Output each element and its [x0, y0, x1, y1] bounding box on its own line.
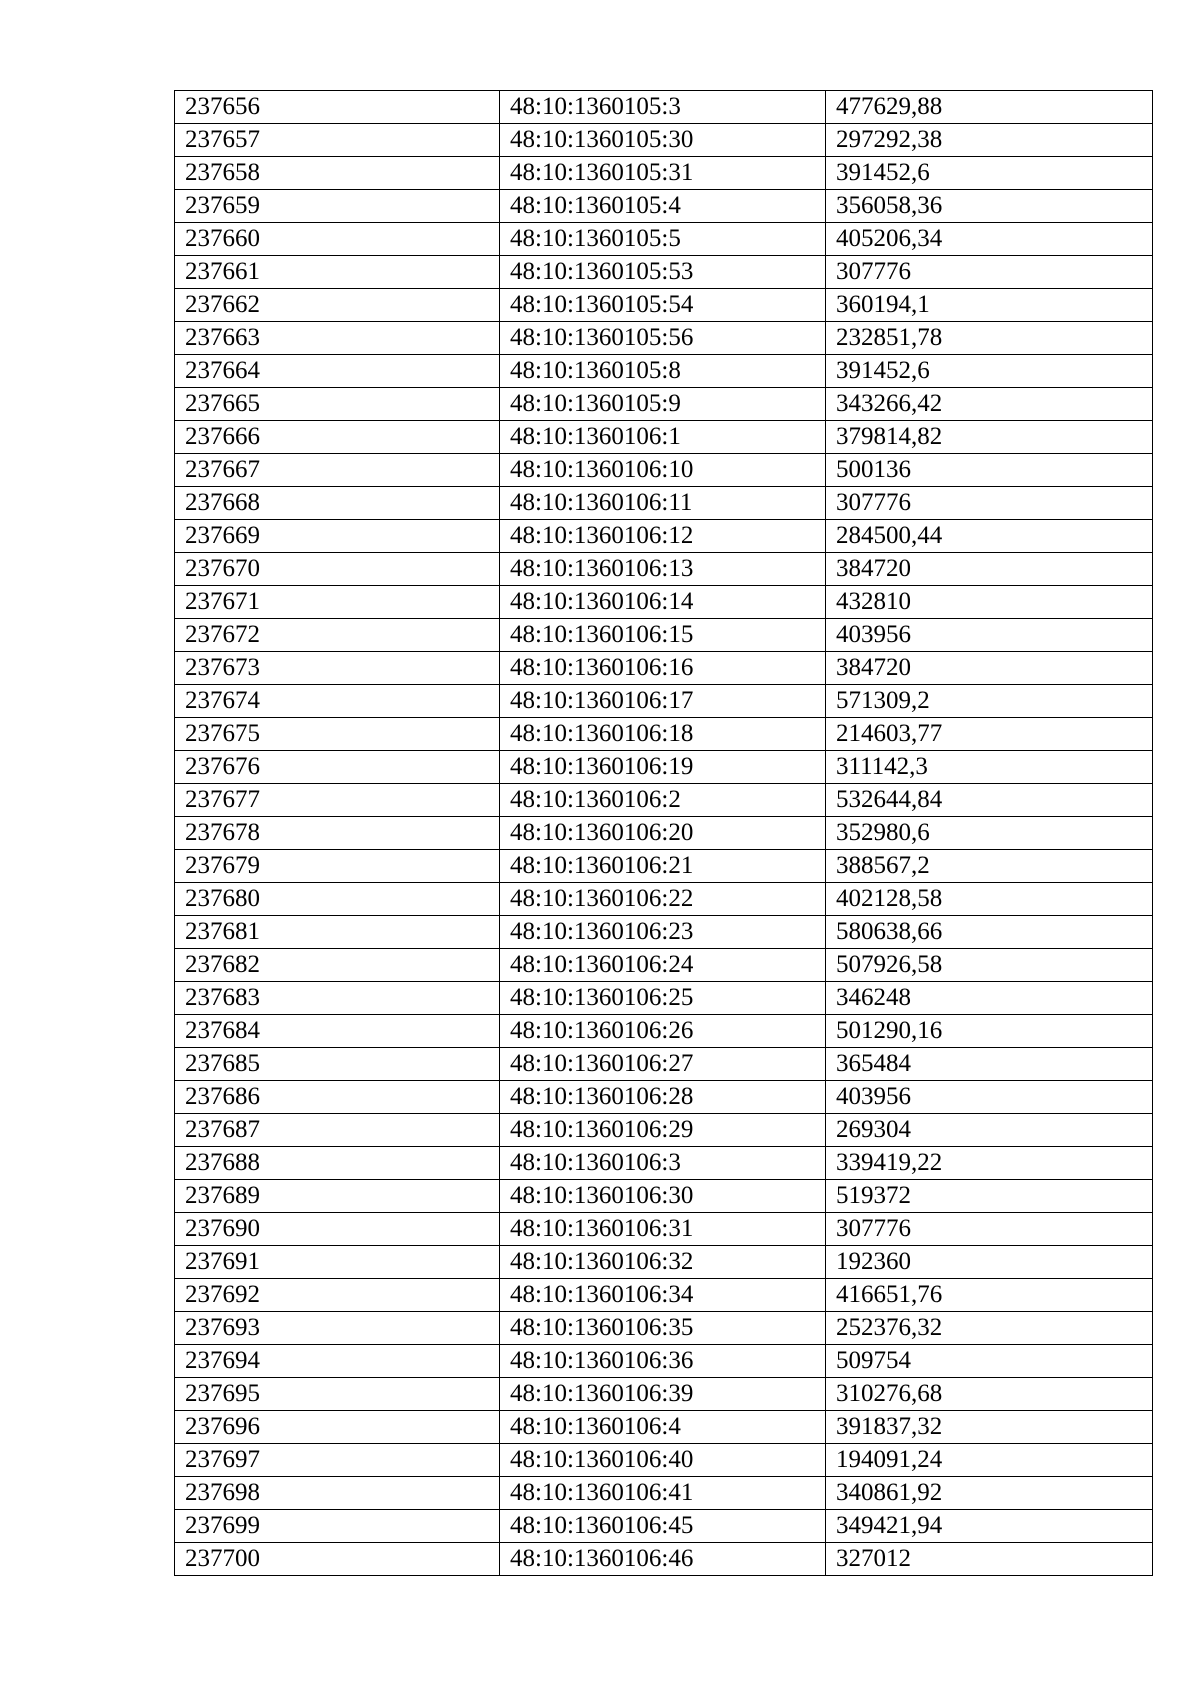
value-cell: 507926,58 [826, 949, 1153, 982]
row-number-cell: 237683 [175, 982, 500, 1015]
row-number-cell: 237676 [175, 751, 500, 784]
row-number-cell: 237659 [175, 190, 500, 223]
table-row [175, 1114, 1153, 1147]
value-cell: 519372 [826, 1180, 1153, 1213]
cadastral-number-cell: 48:10:1360105:3 [500, 91, 826, 124]
row-number-cell: 237660 [175, 223, 500, 256]
table-row [175, 487, 1153, 520]
cadastral-number-cell: 48:10:1360105:31 [500, 157, 826, 190]
value-cell: 252376,32 [826, 1312, 1153, 1345]
table-row [175, 1378, 1153, 1411]
row-number-cell: 237679 [175, 850, 500, 883]
value-cell: 402128,58 [826, 883, 1153, 916]
cadastral-number-cell: 48:10:1360106:30 [500, 1180, 826, 1213]
row-number-cell: 237666 [175, 421, 500, 454]
cadastral-number-cell: 48:10:1360106:17 [500, 685, 826, 718]
table-row [175, 1543, 1153, 1576]
row-number-cell: 237689 [175, 1180, 500, 1213]
table-row [175, 751, 1153, 784]
value-cell: 388567,2 [826, 850, 1153, 883]
table-row [175, 91, 1153, 124]
table-row [175, 949, 1153, 982]
value-cell: 307776 [826, 487, 1153, 520]
cadastral-number-cell: 48:10:1360105:8 [500, 355, 826, 388]
value-cell: 477629,88 [826, 91, 1153, 124]
row-number-cell: 237692 [175, 1279, 500, 1312]
table-row [175, 223, 1153, 256]
table-row [175, 586, 1153, 619]
value-cell: 384720 [826, 652, 1153, 685]
row-number-cell: 237681 [175, 916, 500, 949]
value-cell: 284500,44 [826, 520, 1153, 553]
cadastral-number-cell: 48:10:1360105:4 [500, 190, 826, 223]
table-row [175, 1279, 1153, 1312]
value-cell: 571309,2 [826, 685, 1153, 718]
cadastral-number-cell: 48:10:1360106:16 [500, 652, 826, 685]
value-cell: 356058,36 [826, 190, 1153, 223]
value-cell: 269304 [826, 1114, 1153, 1147]
row-number-cell: 237687 [175, 1114, 500, 1147]
table-row [175, 1444, 1153, 1477]
row-number-cell: 237697 [175, 1444, 500, 1477]
cadastral-number-cell: 48:10:1360106:29 [500, 1114, 826, 1147]
table-row [175, 1312, 1153, 1345]
cadastral-number-cell: 48:10:1360106:18 [500, 718, 826, 751]
cadastral-number-cell: 48:10:1360105:54 [500, 289, 826, 322]
row-number-cell: 237673 [175, 652, 500, 685]
table-row [175, 1147, 1153, 1180]
row-number-cell: 237685 [175, 1048, 500, 1081]
table-row [175, 190, 1153, 223]
row-number-cell: 237667 [175, 454, 500, 487]
row-number-cell: 237672 [175, 619, 500, 652]
row-number-cell: 237675 [175, 718, 500, 751]
row-number-cell: 237671 [175, 586, 500, 619]
row-number-cell: 237670 [175, 553, 500, 586]
row-number-cell: 237677 [175, 784, 500, 817]
table-row [175, 916, 1153, 949]
cadastral-number-cell: 48:10:1360106:34 [500, 1279, 826, 1312]
table-row [175, 982, 1153, 1015]
row-number-cell: 237693 [175, 1312, 500, 1345]
table-row [175, 850, 1153, 883]
cadastral-number-cell: 48:10:1360106:21 [500, 850, 826, 883]
table-row [175, 1510, 1153, 1543]
table-row [175, 1213, 1153, 1246]
row-number-cell: 237682 [175, 949, 500, 982]
value-cell: 192360 [826, 1246, 1153, 1279]
table-row [175, 817, 1153, 850]
table-row [175, 685, 1153, 718]
cadastral-number-cell: 48:10:1360106:36 [500, 1345, 826, 1378]
value-cell: 391837,32 [826, 1411, 1153, 1444]
table-row [175, 1477, 1153, 1510]
row-number-cell: 237664 [175, 355, 500, 388]
table-row [175, 1180, 1153, 1213]
value-cell: 307776 [826, 1213, 1153, 1246]
row-number-cell: 237698 [175, 1477, 500, 1510]
value-cell: 580638,66 [826, 916, 1153, 949]
value-cell: 509754 [826, 1345, 1153, 1378]
cadastral-number-cell: 48:10:1360106:20 [500, 817, 826, 850]
cadastral-number-cell: 48:10:1360106:35 [500, 1312, 826, 1345]
cadastral-number-cell: 48:10:1360105:53 [500, 256, 826, 289]
row-number-cell: 237662 [175, 289, 500, 322]
table-row [175, 784, 1153, 817]
table-row [175, 1411, 1153, 1444]
row-number-cell: 237700 [175, 1543, 500, 1576]
value-cell: 232851,78 [826, 322, 1153, 355]
cadastral-number-cell: 48:10:1360106:23 [500, 916, 826, 949]
value-cell: 403956 [826, 1081, 1153, 1114]
value-cell: 432810 [826, 586, 1153, 619]
cadastral-number-cell: 48:10:1360106:22 [500, 883, 826, 916]
table-row [175, 1246, 1153, 1279]
value-cell: 352980,6 [826, 817, 1153, 850]
row-number-cell: 237694 [175, 1345, 500, 1378]
cadastral-number-cell: 48:10:1360105:30 [500, 124, 826, 157]
table-row [175, 652, 1153, 685]
value-cell: 403956 [826, 619, 1153, 652]
row-number-cell: 237678 [175, 817, 500, 850]
cadastral-number-cell: 48:10:1360106:27 [500, 1048, 826, 1081]
cadastral-number-cell: 48:10:1360106:11 [500, 487, 826, 520]
row-number-cell: 237680 [175, 883, 500, 916]
cadastral-number-cell: 48:10:1360106:25 [500, 982, 826, 1015]
table-row [175, 520, 1153, 553]
row-number-cell: 237696 [175, 1411, 500, 1444]
table-row [175, 718, 1153, 751]
cadastral-number-cell: 48:10:1360106:24 [500, 949, 826, 982]
table-row [175, 883, 1153, 916]
table-row [175, 454, 1153, 487]
cadastral-number-cell: 48:10:1360106:2 [500, 784, 826, 817]
table-row [175, 256, 1153, 289]
cadastral-number-cell: 48:10:1360106:39 [500, 1378, 826, 1411]
value-cell: 327012 [826, 1543, 1153, 1576]
cadastral-number-cell: 48:10:1360106:41 [500, 1477, 826, 1510]
row-number-cell: 237661 [175, 256, 500, 289]
value-cell: 339419,22 [826, 1147, 1153, 1180]
value-cell: 379814,82 [826, 421, 1153, 454]
cadastral-number-cell: 48:10:1360106:1 [500, 421, 826, 454]
value-cell: 405206,34 [826, 223, 1153, 256]
value-cell: 416651,76 [826, 1279, 1153, 1312]
cadastral-number-cell: 48:10:1360106:45 [500, 1510, 826, 1543]
row-number-cell: 237658 [175, 157, 500, 190]
value-cell: 346248 [826, 982, 1153, 1015]
table-row [175, 1081, 1153, 1114]
cadastral-number-cell: 48:10:1360106:3 [500, 1147, 826, 1180]
row-number-cell: 237663 [175, 322, 500, 355]
row-number-cell: 237691 [175, 1246, 500, 1279]
row-number-cell: 237657 [175, 124, 500, 157]
table-row [175, 1345, 1153, 1378]
value-cell: 214603,77 [826, 718, 1153, 751]
table-row [175, 124, 1153, 157]
value-cell: 297292,38 [826, 124, 1153, 157]
value-cell: 391452,6 [826, 157, 1153, 190]
cadastral-number-cell: 48:10:1360106:15 [500, 619, 826, 652]
cadastral-number-cell: 48:10:1360106:31 [500, 1213, 826, 1246]
row-number-cell: 237656 [175, 91, 500, 124]
row-number-cell: 237695 [175, 1378, 500, 1411]
cadastral-number-cell: 48:10:1360106:13 [500, 553, 826, 586]
value-cell: 500136 [826, 454, 1153, 487]
cadastral-number-cell: 48:10:1360105:5 [500, 223, 826, 256]
value-cell: 384720 [826, 553, 1153, 586]
cadastral-number-cell: 48:10:1360105:56 [500, 322, 826, 355]
row-number-cell: 237669 [175, 520, 500, 553]
row-number-cell: 237684 [175, 1015, 500, 1048]
value-cell: 349421,94 [826, 1510, 1153, 1543]
table-row [175, 322, 1153, 355]
value-cell: 310276,68 [826, 1378, 1153, 1411]
row-number-cell: 237688 [175, 1147, 500, 1180]
row-number-cell: 237690 [175, 1213, 500, 1246]
cadastral-number-cell: 48:10:1360106:46 [500, 1543, 826, 1576]
row-number-cell: 237686 [175, 1081, 500, 1114]
cadastral-number-cell: 48:10:1360106:19 [500, 751, 826, 784]
value-cell: 501290,16 [826, 1015, 1153, 1048]
table-row [175, 355, 1153, 388]
value-cell: 311142,3 [826, 751, 1153, 784]
table-row [175, 619, 1153, 652]
value-cell: 532644,84 [826, 784, 1153, 817]
value-cell: 365484 [826, 1048, 1153, 1081]
value-cell: 360194,1 [826, 289, 1153, 322]
cadastral-number-cell: 48:10:1360106:40 [500, 1444, 826, 1477]
row-number-cell: 237668 [175, 487, 500, 520]
row-number-cell: 237699 [175, 1510, 500, 1543]
table-row [175, 421, 1153, 454]
cadastral-number-cell: 48:10:1360106:4 [500, 1411, 826, 1444]
table-row [175, 157, 1153, 190]
value-cell: 194091,24 [826, 1444, 1153, 1477]
data-table [174, 90, 1153, 1576]
table-row [175, 289, 1153, 322]
value-cell: 391452,6 [826, 355, 1153, 388]
cadastral-number-cell: 48:10:1360106:26 [500, 1015, 826, 1048]
table-body [175, 91, 1153, 1576]
table-row [175, 1015, 1153, 1048]
value-cell: 340861,92 [826, 1477, 1153, 1510]
cadastral-number-cell: 48:10:1360105:9 [500, 388, 826, 421]
cadastral-number-cell: 48:10:1360106:28 [500, 1081, 826, 1114]
cadastral-number-cell: 48:10:1360106:14 [500, 586, 826, 619]
table-row [175, 388, 1153, 421]
cadastral-number-cell: 48:10:1360106:32 [500, 1246, 826, 1279]
value-cell: 343266,42 [826, 388, 1153, 421]
row-number-cell: 237665 [175, 388, 500, 421]
cadastral-number-cell: 48:10:1360106:12 [500, 520, 826, 553]
row-number-cell: 237674 [175, 685, 500, 718]
cadastral-number-cell: 48:10:1360106:10 [500, 454, 826, 487]
table-row [175, 1048, 1153, 1081]
table-row [175, 553, 1153, 586]
value-cell: 307776 [826, 256, 1153, 289]
